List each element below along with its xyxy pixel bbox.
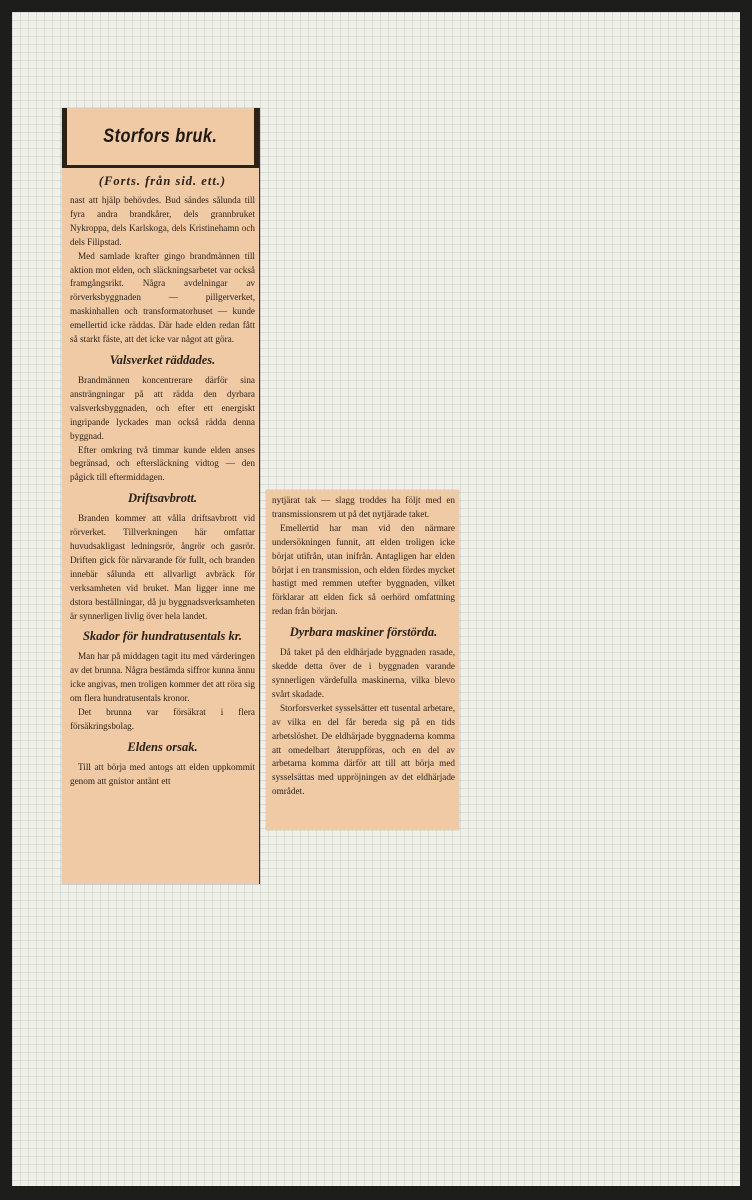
clipping-right-column [266,490,459,830]
left-paragraph: Med samlade krafter gingo brandmännen till aktion mot elden, och släckningsarbetet var också framgångsrikt. Några avdelningar av rörverksbyggnaden — pillgerverket, maskinhallen och transformatorhuset — kunde emellertid icke räddas. Där hade elden redan fått så starkt fäste, att det icke var något att göra. [70,250,255,345]
graph-paper-sheet [12,12,740,1186]
left-column-body [70,194,255,789]
left-paragraph: Man har på middagen tagit itu med värderingen av det brunna. Några bestämda siffror kunna ännu icke angivas, men troligen kommer det att röra sig om flera hundratusentals kronor. [70,651,255,704]
right-column-body [272,494,455,799]
left-paragraph: Till att börja med antogs att elden uppkommit genom att gnistor antänt ett [70,761,255,786]
clipping-left-column [62,108,260,884]
right-paragraph: Emellertid har man vid den närmare undersökningen funnit, att elden troligen icke börjat utifrån, utan inifrån. Antagligen har elden börjat i en transmission, och elden fördes mycket hastigt med remmen utefter byggnaden, vilket förklarar att elden fick så oerhörd omfattning redan från början. [272,522,455,617]
masthead-box [62,108,259,168]
continuation-note: (Forts. från sid. ett.) [98,174,227,188]
left-subheading: Eldens orsak. [127,739,198,754]
right-paragraph: Storforsverket sysselsätter ett tusental arbetare, av vilka en del får bereda sig på en tids arbetslöshet. De eldhärjade byggnaderna komma att omedelbart återuppföras, och en del av arbetarna komma därför att till att börja med sysselsättas med uppröjningen av det eldhärjade området. [272,702,455,797]
left-paragraph: Brandmännen koncentrerare därför sina ansträngningar på att rädda den dyrbara valsverksbyggnaden, och efter ett energiskt ingripande lyckades man också rädda denna byggnad. [70,374,255,441]
left-paragraph: Det brunna var försäkrat i flera försäkringsbolag. [70,707,255,731]
right-subheading: Dyrbara maskiner förstörda. [289,625,438,640]
left-paragraph: Efter omkring två timmar kunde elden anses begränsad, och eftersläckning vidtog — den pågick till eftermiddagen. [70,444,255,483]
left-subheading: Driftsavbrott. [127,491,198,506]
left-subheading: Skador för hundratusentals kr. [82,629,243,644]
article-title: Storfors bruk. [103,125,218,147]
right-paragraph: Då taket på den eldhärjade byggnaden rasade, skedde detta över de i byggnaden varande synnerligen värdefulla maskinerna, vilka blevo svårt skadade. [272,647,455,699]
right-paragraph: nytjärat tak — slagg troddes ha följt med en transmissionsrem ut på det nytjärade taket. [272,495,455,519]
left-paragraph: nast att hjälp behövdes. Bud sändes sålunda till fyra andra brandkårer, dels grannbruket Nykroppa, dels Karlskoga, dels Kristinehamn och dels Filipstad. [70,195,255,247]
left-subheading: Valsverket räddades. [109,352,216,367]
left-paragraph: Branden kommer att vålla driftsavbrott vid rörverket. Tillverkningen här omfattar huvudsakligast ledningsrör, ångrör och gasrör. Driften gick för närvarande för fullt, och branden innebär sålunda ett allvarligt avbräck för verksamheten vid bruket. Man ligger inne me dstora beställningar, då ju byggnadsverksamheten är synnerligen livlig över hela landet. [70,513,255,621]
